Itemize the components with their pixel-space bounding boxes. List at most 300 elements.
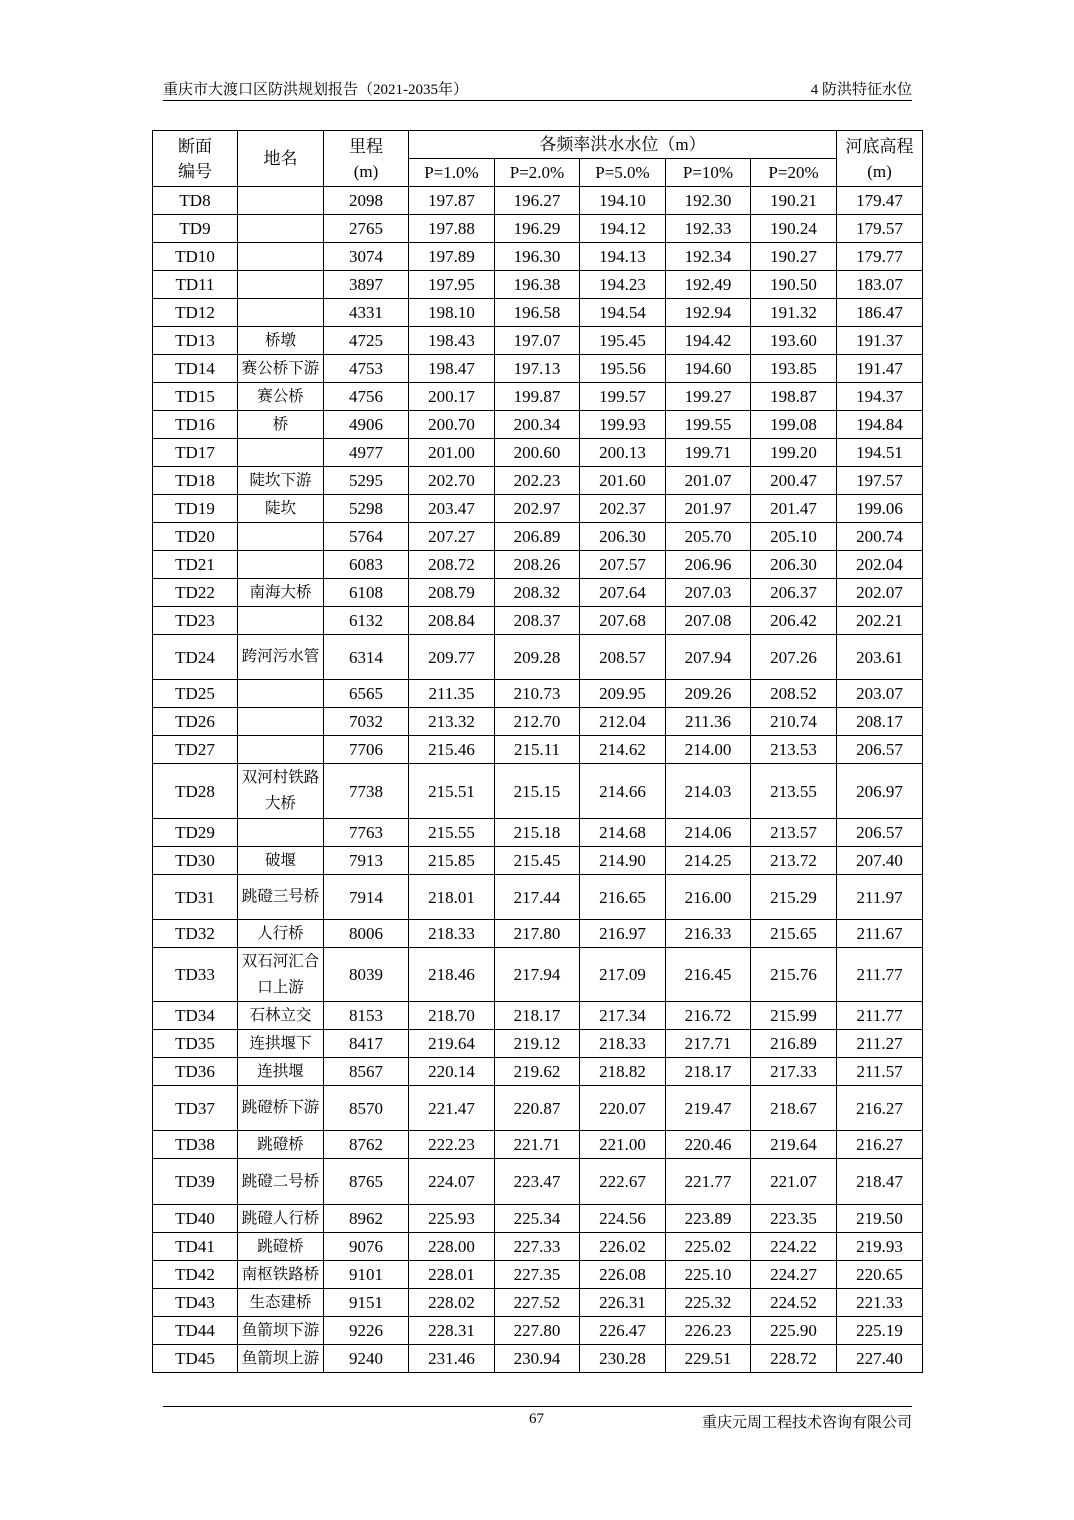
flood-level-cell: 206.30 <box>751 551 837 579</box>
flood-level-cell: 229.51 <box>666 1345 751 1373</box>
place-cell: 跳磴人行桥 <box>238 1205 324 1233</box>
section-id-cell: TD24 <box>153 635 238 680</box>
flood-level-cell: 210.73 <box>495 680 580 708</box>
table-row <box>153 764 923 819</box>
place-cell <box>238 607 324 635</box>
place-cell: 跳磴桥 <box>238 1131 324 1159</box>
flood-level-cell: 226.08 <box>580 1261 666 1289</box>
bed-elevation-cell: 216.27 <box>837 1086 923 1131</box>
table-row <box>153 1289 923 1317</box>
table-row <box>153 1086 923 1131</box>
mileage-cell: 8570 <box>324 1086 409 1131</box>
flood-level-cell: 213.72 <box>751 847 837 875</box>
flood-level-cell: 213.53 <box>751 736 837 764</box>
section-id-cell: TD10 <box>153 243 238 271</box>
table-row <box>153 819 923 847</box>
section-id-cell: TD30 <box>153 847 238 875</box>
flood-level-cell: 209.26 <box>666 680 751 708</box>
place-cell: 连拱堰 <box>238 1058 324 1086</box>
place-cell: 南枢铁路桥 <box>238 1261 324 1289</box>
mileage-cell: 9076 <box>324 1233 409 1261</box>
mileage-cell: 3897 <box>324 271 409 299</box>
place-cell <box>238 680 324 708</box>
flood-level-cell: 230.94 <box>495 1345 580 1373</box>
mileage-cell: 4725 <box>324 327 409 355</box>
flood-level-cell: 227.35 <box>495 1261 580 1289</box>
mileage-cell: 7914 <box>324 875 409 920</box>
mileage-cell: 9151 <box>324 1289 409 1317</box>
flood-level-cell: 192.34 <box>666 243 751 271</box>
flood-level-cell: 200.70 <box>409 411 495 439</box>
flood-level-cell: 207.57 <box>580 551 666 579</box>
section-id-cell: TD9 <box>153 215 238 243</box>
bed-elevation-cell: 220.65 <box>837 1261 923 1289</box>
flood-level-cell: 216.97 <box>580 920 666 948</box>
bed-elevation-cell: 179.47 <box>837 187 923 215</box>
section-id-cell: TD17 <box>153 439 238 467</box>
place-cell: 陡坎下游 <box>238 467 324 495</box>
flood-level-cell: 197.95 <box>409 271 495 299</box>
flood-level-cell: 198.43 <box>409 327 495 355</box>
bed-elevation-cell: 203.61 <box>837 635 923 680</box>
place-cell <box>238 819 324 847</box>
section-id-cell: TD13 <box>153 327 238 355</box>
flood-level-cell: 198.47 <box>409 355 495 383</box>
flood-level-cell: 217.44 <box>495 875 580 920</box>
mileage-cell: 7032 <box>324 708 409 736</box>
flood-level-cell: 212.04 <box>580 708 666 736</box>
flood-level-cell: 197.89 <box>409 243 495 271</box>
flood-level-cell: 218.70 <box>409 1002 495 1030</box>
flood-level-cell: 208.57 <box>580 635 666 680</box>
header-mileage: 里程 (m) <box>324 131 409 187</box>
section-id-cell: TD23 <box>153 607 238 635</box>
flood-level-cell: 198.87 <box>751 383 837 411</box>
flood-level-cell: 225.90 <box>751 1317 837 1345</box>
flood-level-cell: 215.51 <box>409 764 495 819</box>
section-id-cell: TD16 <box>153 411 238 439</box>
flood-level-cell: 202.70 <box>409 467 495 495</box>
mileage-cell: 6565 <box>324 680 409 708</box>
section-id-cell: TD45 <box>153 1345 238 1373</box>
place-cell: 跳磴三号桥 <box>238 875 324 920</box>
flood-level-cell: 215.15 <box>495 764 580 819</box>
table-row <box>153 215 923 243</box>
flood-level-cell: 230.28 <box>580 1345 666 1373</box>
flood-level-cell: 198.10 <box>409 299 495 327</box>
place-cell: 鱼箭坝上游 <box>238 1345 324 1373</box>
mileage-cell: 7738 <box>324 764 409 819</box>
flood-level-cell: 215.65 <box>751 920 837 948</box>
flood-level-cell: 214.03 <box>666 764 751 819</box>
mileage-cell: 8962 <box>324 1205 409 1233</box>
flood-level-cell: 216.33 <box>666 920 751 948</box>
mileage-cell: 6132 <box>324 607 409 635</box>
flood-level-cell: 194.10 <box>580 187 666 215</box>
flood-level-cell: 201.97 <box>666 495 751 523</box>
bed-elevation-cell: 225.19 <box>837 1317 923 1345</box>
flood-level-cell: 200.17 <box>409 383 495 411</box>
flood-level-cell: 203.47 <box>409 495 495 523</box>
place-cell: 破堰 <box>238 847 324 875</box>
bed-elevation-cell: 202.07 <box>837 579 923 607</box>
place-cell: 赛公桥下游 <box>238 355 324 383</box>
table-row <box>153 635 923 680</box>
section-id-cell: TD8 <box>153 187 238 215</box>
flood-level-cell: 208.52 <box>751 680 837 708</box>
bed-elevation-cell: 211.27 <box>837 1030 923 1058</box>
mileage-cell: 8006 <box>324 920 409 948</box>
place-cell: 连拱堰下 <box>238 1030 324 1058</box>
section-id-cell: TD36 <box>153 1058 238 1086</box>
table-row <box>153 439 923 467</box>
bed-elevation-cell: 191.47 <box>837 355 923 383</box>
flood-level-cell: 222.67 <box>580 1159 666 1205</box>
flood-level-cell: 208.32 <box>495 579 580 607</box>
flood-level-cell: 223.89 <box>666 1205 751 1233</box>
bed-elevation-cell: 221.33 <box>837 1289 923 1317</box>
mileage-cell: 8039 <box>324 948 409 1002</box>
section-title: 4 防洪特征水位 <box>810 82 912 98</box>
flood-level-cell: 202.37 <box>580 495 666 523</box>
flood-level-cell: 206.96 <box>666 551 751 579</box>
flood-level-cell: 190.21 <box>751 187 837 215</box>
table-row <box>153 708 923 736</box>
table-row <box>153 607 923 635</box>
section-id-cell: TD43 <box>153 1289 238 1317</box>
flood-level-cell: 221.00 <box>580 1131 666 1159</box>
flood-level-cell: 224.56 <box>580 1205 666 1233</box>
flood-level-cell: 215.45 <box>495 847 580 875</box>
flood-level-cell: 221.07 <box>751 1159 837 1205</box>
flood-level-cell: 199.57 <box>580 383 666 411</box>
flood-level-cell: 216.00 <box>666 875 751 920</box>
bed-elevation-cell: 206.57 <box>837 819 923 847</box>
flood-level-cell: 213.32 <box>409 708 495 736</box>
flood-level-cell: 228.02 <box>409 1289 495 1317</box>
section-id-cell: TD28 <box>153 764 238 819</box>
table-row <box>153 1233 923 1261</box>
place-cell: 南海大桥 <box>238 579 324 607</box>
bed-elevation-cell: 211.77 <box>837 1002 923 1030</box>
flood-level-cell: 200.34 <box>495 411 580 439</box>
flood-level-cell: 216.72 <box>666 1002 751 1030</box>
flood-level-table <box>152 130 923 1373</box>
section-id-cell: TD33 <box>153 948 238 1002</box>
place-cell <box>238 551 324 579</box>
flood-level-cell: 214.62 <box>580 736 666 764</box>
place-cell: 跳磴桥下游 <box>238 1086 324 1131</box>
section-id-cell: TD12 <box>153 299 238 327</box>
flood-level-cell: 190.27 <box>751 243 837 271</box>
section-id-cell: TD42 <box>153 1261 238 1289</box>
flood-level-cell: 218.46 <box>409 948 495 1002</box>
page-footer <box>163 1406 912 1431</box>
bed-elevation-cell: 202.04 <box>837 551 923 579</box>
table-row <box>153 1159 923 1205</box>
header-section-id: 断面 编号 <box>153 131 238 187</box>
table-row <box>153 736 923 764</box>
table-row <box>153 327 923 355</box>
flood-level-cell: 195.45 <box>580 327 666 355</box>
bed-elevation-cell: 219.50 <box>837 1205 923 1233</box>
header-flood-levels: 各频率洪水水位（m） <box>409 131 837 159</box>
flood-level-cell: 207.03 <box>666 579 751 607</box>
table-row <box>153 383 923 411</box>
bed-elevation-cell: 207.40 <box>837 847 923 875</box>
bed-elevation-cell: 194.84 <box>837 411 923 439</box>
flood-level-cell: 199.55 <box>666 411 751 439</box>
flood-level-cell: 197.07 <box>495 327 580 355</box>
flood-level-cell: 221.47 <box>409 1086 495 1131</box>
flood-level-cell: 221.71 <box>495 1131 580 1159</box>
flood-level-cell: 206.37 <box>751 579 837 607</box>
table-row <box>153 579 923 607</box>
page-header <box>163 78 912 101</box>
flood-level-cell: 196.29 <box>495 215 580 243</box>
flood-level-cell: 207.27 <box>409 523 495 551</box>
mileage-cell: 2765 <box>324 215 409 243</box>
place-cell <box>238 243 324 271</box>
table-row <box>153 243 923 271</box>
bed-elevation-cell: 203.07 <box>837 680 923 708</box>
section-id-cell: TD26 <box>153 708 238 736</box>
flood-level-cell: 209.28 <box>495 635 580 680</box>
flood-level-cell: 211.35 <box>409 680 495 708</box>
bed-elevation-cell: 218.47 <box>837 1159 923 1205</box>
flood-level-cell: 220.46 <box>666 1131 751 1159</box>
flood-level-cell: 199.27 <box>666 383 751 411</box>
mileage-cell: 8153 <box>324 1002 409 1030</box>
flood-level-cell: 228.72 <box>751 1345 837 1373</box>
flood-level-cell: 199.93 <box>580 411 666 439</box>
flood-level-cell: 216.89 <box>751 1030 837 1058</box>
flood-level-cell: 228.31 <box>409 1317 495 1345</box>
header-p5: P=5.0% <box>580 159 666 187</box>
flood-level-cell: 208.79 <box>409 579 495 607</box>
flood-level-cell: 192.94 <box>666 299 751 327</box>
mileage-cell: 4753 <box>324 355 409 383</box>
table-row <box>153 948 923 1002</box>
flood-level-cell: 216.65 <box>580 875 666 920</box>
page-number: 67 <box>529 1411 544 1427</box>
section-id-cell: TD19 <box>153 495 238 523</box>
place-cell <box>238 523 324 551</box>
flood-level-cell: 218.17 <box>666 1058 751 1086</box>
flood-level-cell: 201.07 <box>666 467 751 495</box>
flood-level-cell: 206.30 <box>580 523 666 551</box>
place-cell <box>238 736 324 764</box>
flood-level-cell: 215.18 <box>495 819 580 847</box>
flood-level-cell: 215.29 <box>751 875 837 920</box>
flood-level-cell: 211.36 <box>666 708 751 736</box>
bed-elevation-cell: 211.57 <box>837 1058 923 1086</box>
section-id-cell: TD39 <box>153 1159 238 1205</box>
mileage-cell: 8765 <box>324 1159 409 1205</box>
place-cell <box>238 271 324 299</box>
flood-level-cell: 196.58 <box>495 299 580 327</box>
mileage-cell: 5298 <box>324 495 409 523</box>
flood-level-cell: 196.38 <box>495 271 580 299</box>
place-cell: 生态建桥 <box>238 1289 324 1317</box>
table-row <box>153 299 923 327</box>
flood-level-cell: 194.12 <box>580 215 666 243</box>
flood-level-cell: 218.67 <box>751 1086 837 1131</box>
flood-level-cell: 226.31 <box>580 1289 666 1317</box>
place-cell: 石林立交 <box>238 1002 324 1030</box>
flood-level-cell: 208.26 <box>495 551 580 579</box>
table-row <box>153 1317 923 1345</box>
flood-level-cell: 197.87 <box>409 187 495 215</box>
flood-level-cell: 226.02 <box>580 1233 666 1261</box>
flood-level-cell: 220.14 <box>409 1058 495 1086</box>
flood-level-cell: 197.88 <box>409 215 495 243</box>
place-cell: 跨河污水管 <box>238 635 324 680</box>
flood-level-cell: 217.34 <box>580 1002 666 1030</box>
table-row <box>153 551 923 579</box>
section-id-cell: TD44 <box>153 1317 238 1345</box>
place-cell: 桥墩 <box>238 327 324 355</box>
place-cell: 跳磴桥 <box>238 1233 324 1261</box>
bed-elevation-cell: 199.06 <box>837 495 923 523</box>
bed-elevation-cell: 194.51 <box>837 439 923 467</box>
flood-level-cell: 214.25 <box>666 847 751 875</box>
mileage-cell: 8567 <box>324 1058 409 1086</box>
mileage-cell: 9240 <box>324 1345 409 1373</box>
place-cell: 人行桥 <box>238 920 324 948</box>
flood-level-cell: 214.68 <box>580 819 666 847</box>
bed-elevation-cell: 211.67 <box>837 920 923 948</box>
flood-level-cell: 197.13 <box>495 355 580 383</box>
flood-level-cell: 205.10 <box>751 523 837 551</box>
flood-level-cell: 208.72 <box>409 551 495 579</box>
flood-level-cell: 225.34 <box>495 1205 580 1233</box>
flood-level-cell: 194.60 <box>666 355 751 383</box>
flood-level-cell: 220.07 <box>580 1086 666 1131</box>
flood-level-cell: 221.77 <box>666 1159 751 1205</box>
flood-level-cell: 199.87 <box>495 383 580 411</box>
bed-elevation-cell: 194.37 <box>837 383 923 411</box>
flood-level-cell: 225.32 <box>666 1289 751 1317</box>
section-id-cell: TD29 <box>153 819 238 847</box>
section-id-cell: TD40 <box>153 1205 238 1233</box>
flood-level-cell: 225.93 <box>409 1205 495 1233</box>
bed-elevation-cell: 211.77 <box>837 948 923 1002</box>
bed-elevation-cell: 206.97 <box>837 764 923 819</box>
flood-level-cell: 218.01 <box>409 875 495 920</box>
flood-level-cell: 199.71 <box>666 439 751 467</box>
mileage-cell: 6314 <box>324 635 409 680</box>
flood-level-cell: 219.12 <box>495 1030 580 1058</box>
header-p1: P=1.0% <box>409 159 495 187</box>
place-cell <box>238 215 324 243</box>
table-row <box>153 1058 923 1086</box>
flood-level-cell: 214.90 <box>580 847 666 875</box>
flood-level-cell: 194.13 <box>580 243 666 271</box>
flood-level-cell: 228.01 <box>409 1261 495 1289</box>
section-id-cell: TD31 <box>153 875 238 920</box>
flood-level-cell: 226.23 <box>666 1317 751 1345</box>
flood-level-cell: 220.87 <box>495 1086 580 1131</box>
flood-level-cell: 231.46 <box>409 1345 495 1373</box>
flood-level-cell: 201.47 <box>751 495 837 523</box>
place-cell: 陡坎 <box>238 495 324 523</box>
bed-elevation-cell: 179.57 <box>837 215 923 243</box>
flood-level-cell: 210.74 <box>751 708 837 736</box>
bed-elevation-cell: 211.97 <box>837 875 923 920</box>
flood-level-cell: 207.08 <box>666 607 751 635</box>
flood-level-cell: 217.33 <box>751 1058 837 1086</box>
flood-level-cell: 227.80 <box>495 1317 580 1345</box>
bed-elevation-cell: 186.47 <box>837 299 923 327</box>
flood-level-cell: 206.89 <box>495 523 580 551</box>
flood-level-cell: 218.33 <box>409 920 495 948</box>
flood-level-cell: 214.66 <box>580 764 666 819</box>
section-id-cell: TD11 <box>153 271 238 299</box>
flood-level-cell: 228.00 <box>409 1233 495 1261</box>
flood-level-cell: 199.20 <box>751 439 837 467</box>
header-p2: P=2.0% <box>495 159 580 187</box>
bed-elevation-cell: 197.57 <box>837 467 923 495</box>
flood-level-cell: 217.94 <box>495 948 580 1002</box>
flood-level-cell: 224.07 <box>409 1159 495 1205</box>
section-id-cell: TD38 <box>153 1131 238 1159</box>
flood-level-cell: 190.24 <box>751 215 837 243</box>
mileage-cell: 8417 <box>324 1030 409 1058</box>
bed-elevation-cell: 191.37 <box>837 327 923 355</box>
mileage-cell: 4331 <box>324 299 409 327</box>
flood-level-cell: 223.35 <box>751 1205 837 1233</box>
flood-level-cell: 207.94 <box>666 635 751 680</box>
table-row <box>153 1131 923 1159</box>
flood-level-cell: 227.52 <box>495 1289 580 1317</box>
flood-level-cell: 196.30 <box>495 243 580 271</box>
flood-level-cell: 192.49 <box>666 271 751 299</box>
mileage-cell: 2098 <box>324 187 409 215</box>
header-p10: P=10% <box>666 159 751 187</box>
flood-level-cell: 213.57 <box>751 819 837 847</box>
flood-level-cell: 200.13 <box>580 439 666 467</box>
flood-level-cell: 219.64 <box>751 1131 837 1159</box>
flood-level-cell: 219.62 <box>495 1058 580 1086</box>
section-id-cell: TD34 <box>153 1002 238 1030</box>
place-cell: 跳磴二号桥 <box>238 1159 324 1205</box>
flood-level-cell: 216.45 <box>666 948 751 1002</box>
flood-level-cell: 217.71 <box>666 1030 751 1058</box>
mileage-cell: 4756 <box>324 383 409 411</box>
table-row <box>153 680 923 708</box>
mileage-cell: 9101 <box>324 1261 409 1289</box>
flood-level-cell: 202.23 <box>495 467 580 495</box>
flood-level-cell: 215.99 <box>751 1002 837 1030</box>
flood-level-cell: 215.46 <box>409 736 495 764</box>
flood-level-cell: 196.27 <box>495 187 580 215</box>
section-id-cell: TD25 <box>153 680 238 708</box>
bed-elevation-cell: 219.93 <box>837 1233 923 1261</box>
table-row <box>153 411 923 439</box>
section-id-cell: TD21 <box>153 551 238 579</box>
mileage-cell: 5295 <box>324 467 409 495</box>
place-cell <box>238 299 324 327</box>
bed-elevation-cell: 208.17 <box>837 708 923 736</box>
flood-level-cell: 194.42 <box>666 327 751 355</box>
flood-level-cell: 208.37 <box>495 607 580 635</box>
flood-level-cell: 201.60 <box>580 467 666 495</box>
section-id-cell: TD14 <box>153 355 238 383</box>
flood-level-cell: 192.30 <box>666 187 751 215</box>
flood-level-cell: 225.02 <box>666 1233 751 1261</box>
place-cell: 双石河汇合口上游 <box>238 948 324 1002</box>
